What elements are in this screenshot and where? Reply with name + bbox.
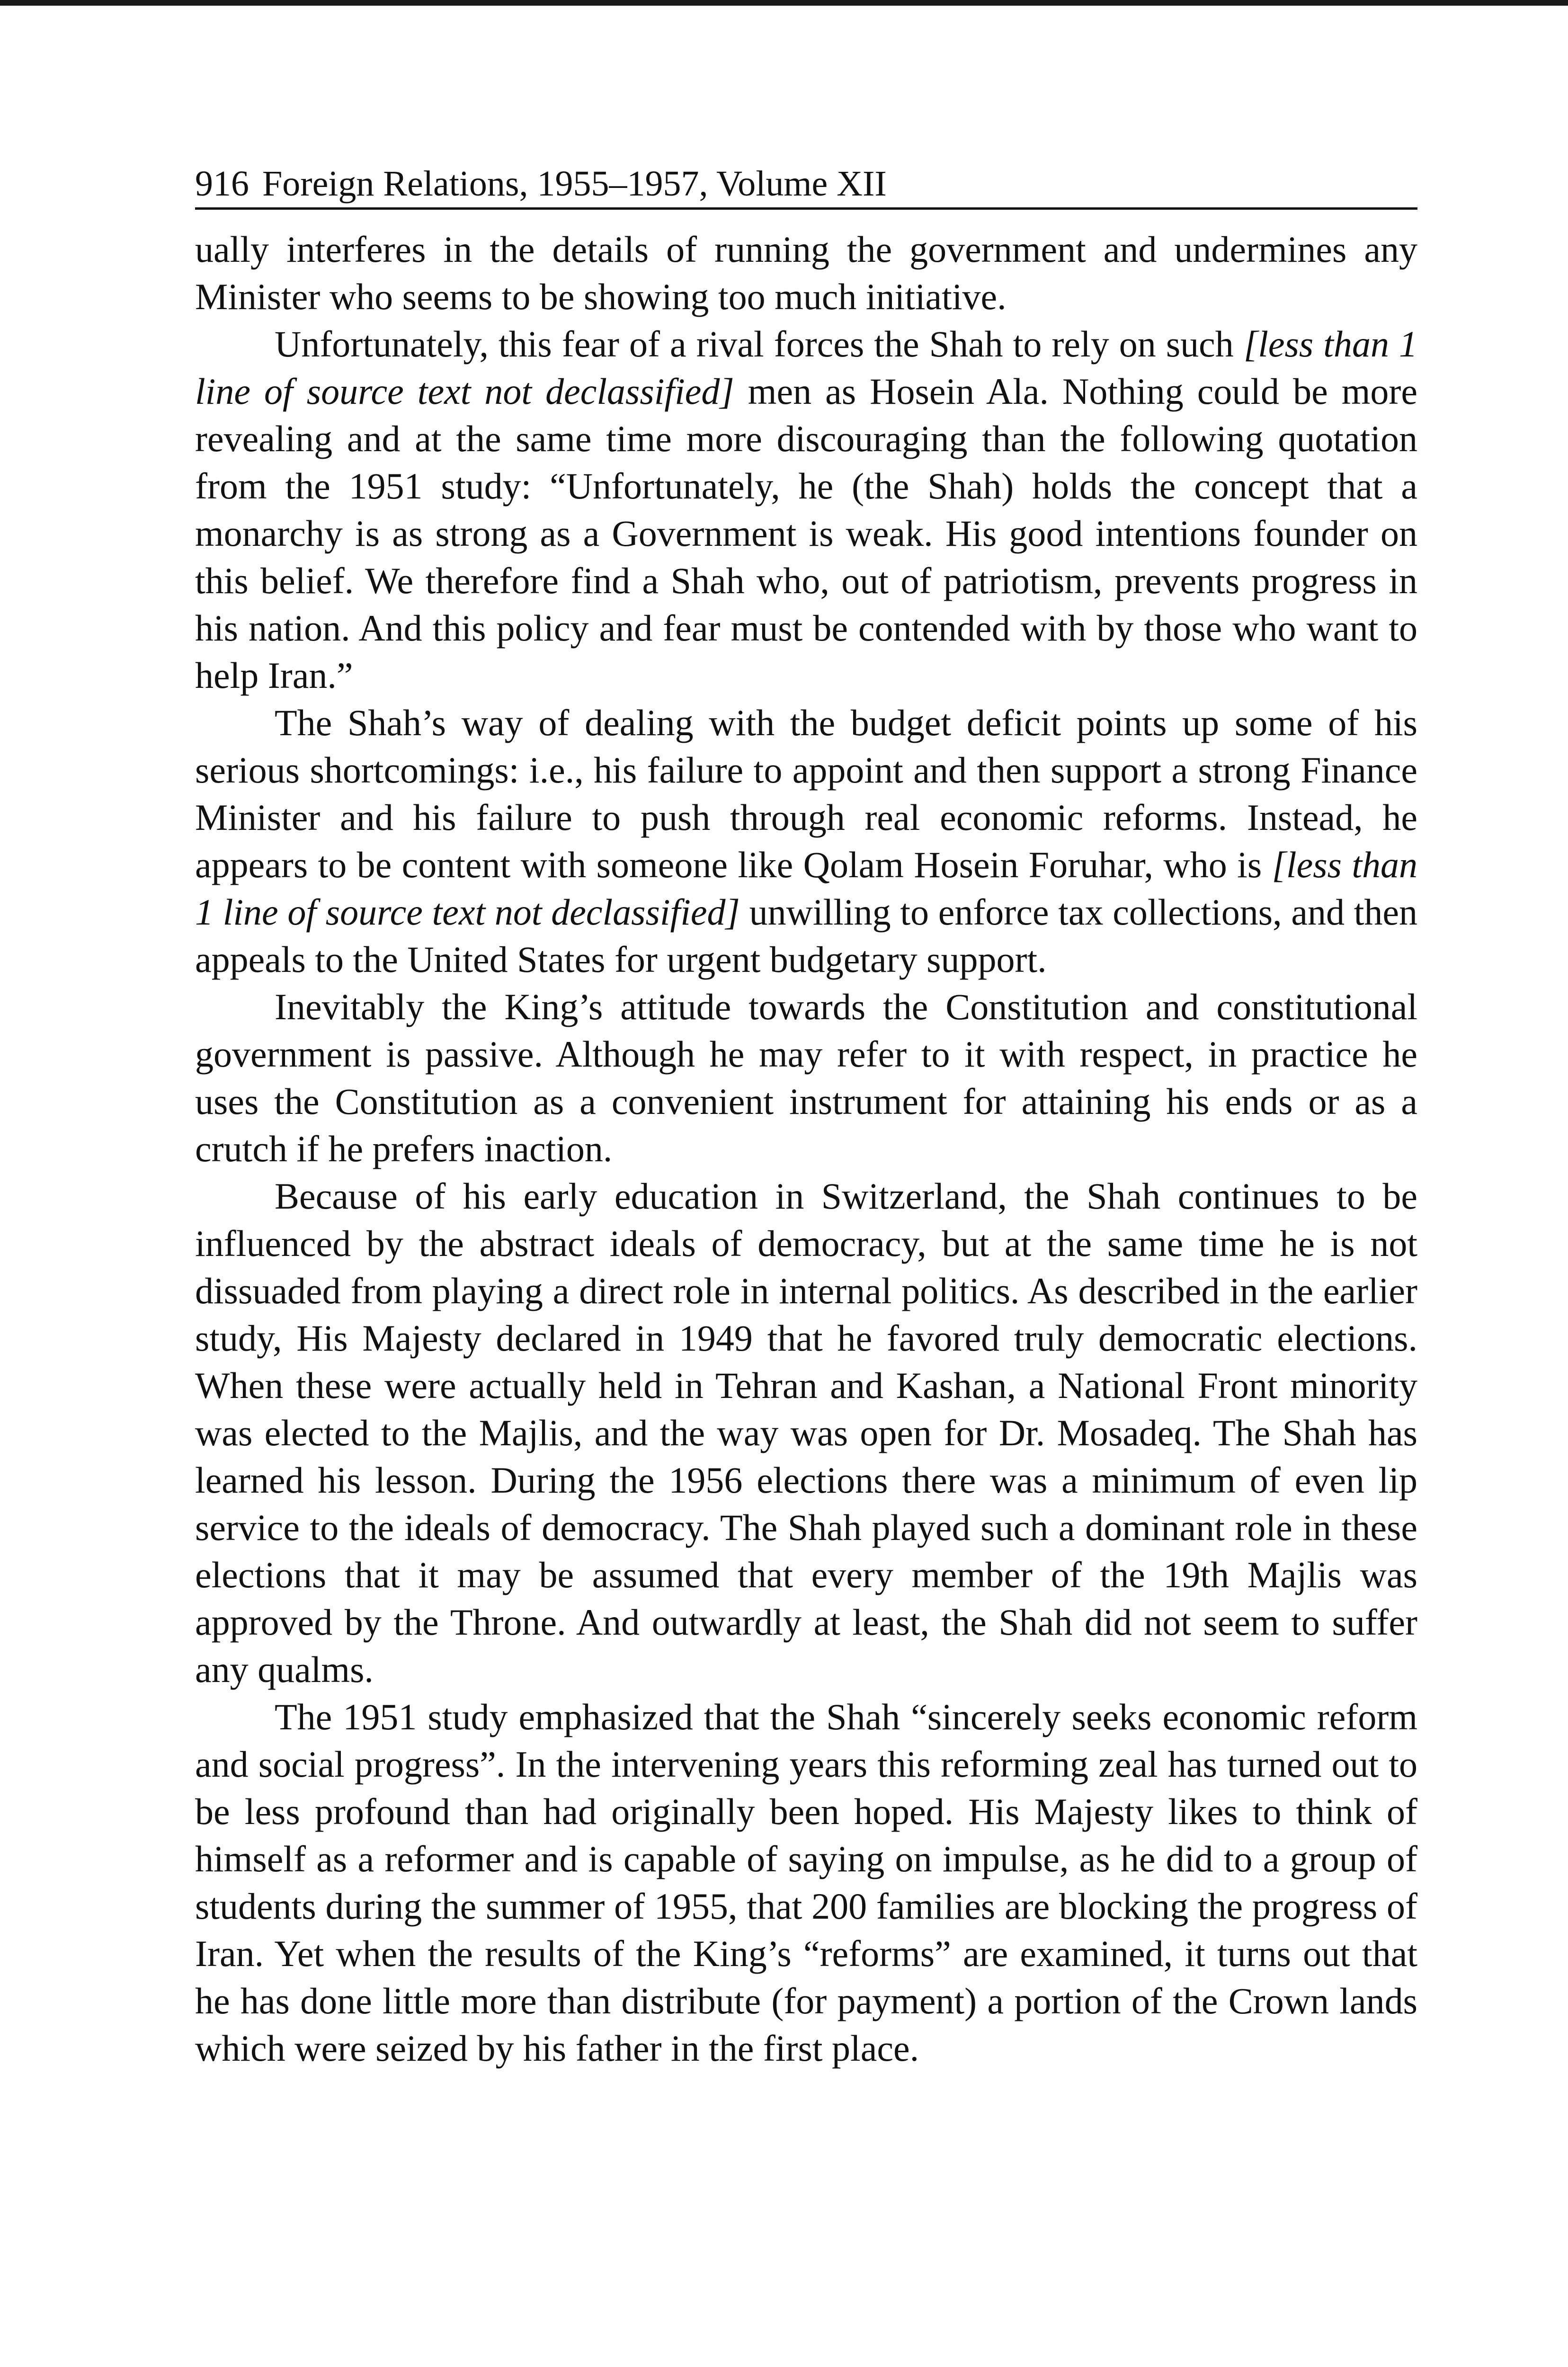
volume-title: Foreign Relations, 1955–1957, Volume XII bbox=[262, 164, 887, 204]
paragraph-5: Because of his early education in Switzerland, the Shah continues to be influenced by the abstract ideals of democracy, but at the same time he is not dissuaded from playing a direct role in internal politics. As described in the earlier study, His Majesty declared in 1949 that he favored truly democratic elections. When these were actually held in Tehran and Kashan, a National Front minority was elected to the Majlis, and the way was open for Dr. Mosadeq. The Shah has learned his lesson. During the 1956 elections there was a minimum of even lip service to the ideals of democracy. The Shah played such a dominant role in these elections that it may be assumed that every member of the 19th Majlis was approved by the Throne. And outwardly at least, the Shah did not seem to suffer any qualms. bbox=[195, 1175, 1417, 1690]
paragraph-2-text-a: Unfortunately, this fear of a rival forces the Shah to rely on such bbox=[275, 323, 1244, 365]
paragraph-6: The 1951 study emphasized that the Shah “sincerely seeks economic reform and social progress”. In the intervening years this reforming zeal has turned out to be less profound than had originally been hoped. His Majesty likes to think of himself as a reformer and is capable of saying on impulse, as he did to a group of students during the summer of 1955, that 200 families are blocking the progress of Iran. Yet when the results of the King’s “reforms” are examined, it turns out that he has done little more than distribute (for payment) a portion of the Crown lands which were seized by his father in the first place. bbox=[195, 1696, 1417, 2069]
declassification-note: [less than 1 line of source text not declassified] bbox=[195, 844, 1417, 933]
paragraph-2 bbox=[195, 320, 1417, 699]
running-header bbox=[195, 161, 1417, 210]
top-edge-border bbox=[0, 0, 1568, 6]
page-number: 916 bbox=[195, 164, 249, 204]
document-page bbox=[195, 161, 1417, 2072]
document-body bbox=[195, 226, 1417, 2072]
paragraph-1: ually interferes in the details of running the government and undermines any Minister who seems to be showing too much initiative. bbox=[195, 229, 1417, 317]
paragraph-4: Inevitably the King’s attitude towards the Constitution and constitutional government is passive. Although he may refer to it with respect, in practice he uses the Constitution as a convenient instrument for attaining his ends or as a crutch if he prefers inaction. bbox=[195, 986, 1417, 1169]
paragraph-3-text-b: unwilling to enforce tax collections, and then appeals to the United States for urgent budgetary support. bbox=[195, 891, 1417, 980]
paragraph-3-text-a: The Shah’s way of dealing with the budget deficit points up some of his serious shortcomings: i.e., his failure to appoint and then support a strong Finance Minister and his failure to push through real economic reforms. Instead, he appears to be content with someone like Qolam Hosein Foruhar, who is bbox=[195, 702, 1417, 885]
paragraph-3 bbox=[195, 699, 1417, 983]
declassification-note: [less than 1 line of source text not declassified] bbox=[195, 323, 1417, 412]
paragraph-2-text-b: men as Hosein Ala. Nothing could be more revealing and at the same time more discouraging than the following quotation from the 1951 study: “Unfortunately, he (the Shah) holds the concept that a monarchy is as strong as a Government is weak. His good intentions founder on this belief. We therefore find a Shah who, out of patriotism, prevents progress in his nation. And this policy and fear must be contended with by those who want to help Iran.” bbox=[195, 371, 1417, 696]
